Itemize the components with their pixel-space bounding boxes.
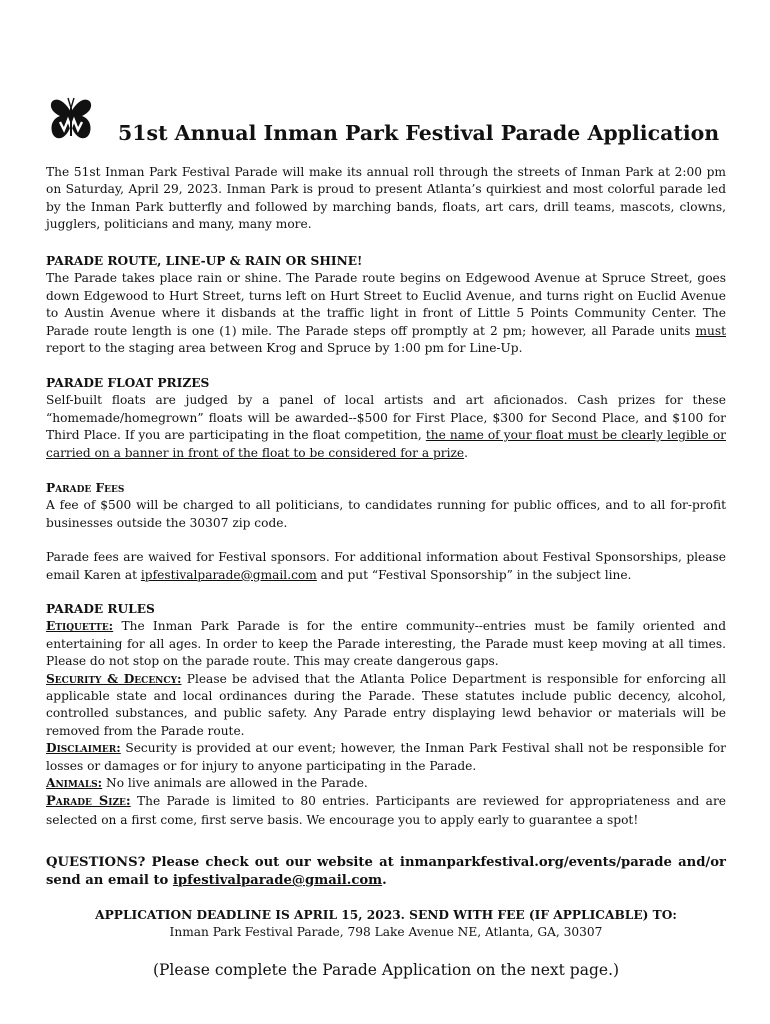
page-title: 51st Annual Inman Park Festival Parade Application bbox=[118, 121, 720, 145]
route-heading: PARADE ROUTE, LINE-UP & RAIN OR SHINE! bbox=[46, 254, 363, 268]
questions-email-link[interactable]: ipfestivalparade@gmail.com bbox=[172, 873, 383, 888]
fees-text: A fee of $500 will be charged to all politicians, to candidates running for public offices, and to all for-profit businesses outside the 30307 zip code. bbox=[46, 498, 726, 530]
route-section bbox=[46, 253, 726, 357]
butterfly-icon bbox=[48, 94, 94, 144]
sponsor-email-link[interactable]: ipfestivalparade@gmail.com bbox=[140, 567, 317, 582]
rule-disclaimer: Disclaimer: Security is provided at our event; however, the Inman Park Festival shall not be responsible for losses or damages or for injury to anyone participating in the Parade. bbox=[46, 741, 726, 773]
must-emphasis: must bbox=[695, 323, 726, 338]
footer-note: (Please complete the Parade Application on the next page.) bbox=[152, 961, 620, 979]
fees-section bbox=[46, 480, 726, 584]
rule-etiquette: Etiquette: The Inman Park Parade is for the entire community--entries must be family oriented and entertaining for all ages. In order to keep the Parade interesting, the Parade must keep moving at all times. Please do not stop on the parade route. This may create dangerous gaps. bbox=[46, 619, 726, 669]
rule-size: Parade Size: The Parade is limited to 80 entries. Participants are reviewed for appropriateness and are selected on a first come, first serve basis. We encourage you to apply early to guarantee a spot! bbox=[46, 794, 726, 828]
intro-paragraph: The 51st Inman Park Festival Parade will make its annual roll through the streets of Inman Park at 2:00 pm on Saturday, April 29, 2023. Inman Park is proud to present Atlanta’s quirkiest and most colorful parade led by the Inman Park butterfly and followed by marching bands, floats, art cars, drill teams, mascots, clowns, jugglers, politicians and many, many more. bbox=[46, 165, 726, 232]
rules-section bbox=[46, 601, 726, 830]
rules-heading: PARADE RULES bbox=[46, 602, 155, 616]
prizes-section bbox=[46, 375, 726, 462]
questions-paragraph: QUESTIONS? Please check out our website at inmanparkfestival.org/events/parade and/or send an email to ipfestivalparade@gmail.com. bbox=[46, 855, 726, 888]
rule-animals: Animals: No live animals are allowed in the Parade. bbox=[46, 776, 368, 791]
sponsor-text: Parade fees are waived for Festival sponsors. For additional information about Festival Sponsorships, please email Karen at ipfestivalparade@gmail.com and put “Festival Sponsorship” in the subject line. bbox=[46, 550, 726, 582]
prizes-text: Self-built floats are judged by a panel of local artists and art aficionados. Cash prizes for these “homemade/homegrown” floats will be awarded--$500 for First Place, $300 for Second Place, and $100 for Third Place. If you are participating in the float competition, the name of your float must be clearly legible or carried on a banner in front of the float to be considered for a prize. bbox=[46, 393, 726, 460]
prize-requirement: the name of your float must be clearly legible or carried on a banner in front of the float to be considered for a prize bbox=[46, 428, 726, 460]
fees-heading: Parade Fees bbox=[46, 481, 125, 495]
route-text: The Parade takes place rain or shine. The Parade route begins on Edgewood Avenue at Spruce Street, goes down Edgewood to Hurt Street, turns left on Hurt Street to Euclid Avenue, and turns right on Euclid Avenue to Austin Avenue where it disbands at the traffic light in front of Little 5 Points Community Center. The Parade route length is one (1) mile. The Parade steps off promptly at 2 pm; however, all Parade units must report to the staging area between Krog and Spruce by 1:00 pm for Line-Up. bbox=[46, 271, 726, 356]
deadline-section bbox=[46, 907, 726, 942]
prizes-heading: PARADE FLOAT PRIZES bbox=[46, 376, 210, 390]
mailing-address: Inman Park Festival Parade, 798 Lake Avenue NE, Atlanta, GA, 30307 bbox=[169, 925, 603, 940]
deadline-line: APPLICATION DEADLINE IS APRIL 15, 2023. SEND WITH FEE (IF APPLICABLE) TO: bbox=[95, 908, 677, 922]
rule-security: Security & Decency: Please be advised that the Atlanta Police Department is responsible for enforcing all applicable state and local ordinances during the Parade. These statutes include public decency, alcohol, controlled substances, and public safety. Any Parade entry displaying lewd behavior or materials will be removed from the Parade route. bbox=[46, 671, 726, 738]
